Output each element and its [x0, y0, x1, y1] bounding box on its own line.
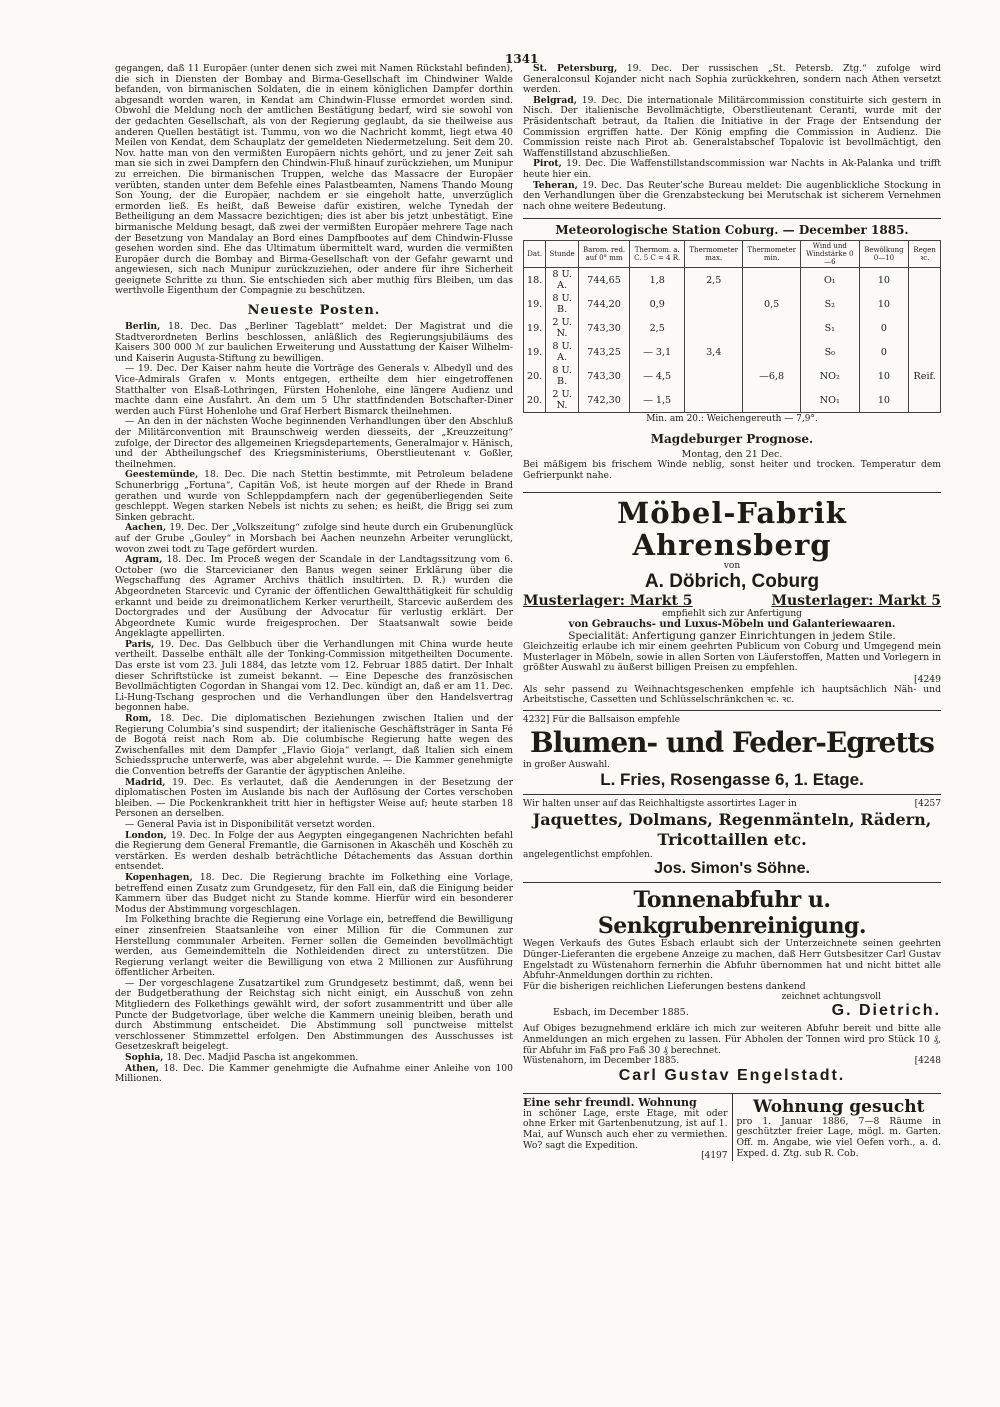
ad-tonnen-body2: Auf Obiges bezugnehmend erkläre ich mich zur weiteren Abfuhr bereit und bitte alle Anmeldungen an mich ergehen zu lassen. Für Abholen der Tonnen wird pro Stück 10 ₰, für Abfuhr im Faß pro Faß 30 ₰ berechnet. — [523, 1023, 941, 1056]
weather-cell: S₁ — [801, 316, 859, 340]
ad-moebel-line1: empfiehlt sich zur Anfertigung — [662, 608, 802, 619]
news-item-dateline: Sophia, — [125, 1052, 164, 1064]
news-item-text: 18. Dec. Die diplomatischen Beziehungen zwischen Italien und der Regierung Columbia’s sind suspendirt; der italienische Geschäftsträger in Santa Fé de Bogotá reist nach Rom ab. Die columbische Regierung hatte wegen des Zwischenfalles mit dem Dampfer „Flavio Gioja“ verlangt, daß Italien sich einem Schiedsspruche unterwerfe, was aber abgelehnt wurde. — Die Kammer genehmigte die Convention betreffs der Garantie der ägyptischen Anleihe. — [115, 713, 513, 777]
ad-simon-intro: Wir halten unser auf das Reichhaltigste assortirtes Lager in — [523, 799, 797, 810]
news-item — [115, 873, 513, 915]
news-item-text: 19. Dec. In Folge der aus Aegypten eingegangenen Nachrichten befahl die Regierung dem General Fremantle, die Garnisonen in Akaschëh und Koschëh zu verstärken. Es werden deshalb beträchtliche Détachements das Assuan dorthin entsendet. — [115, 829, 513, 873]
weather-cell: S₀ — [801, 340, 859, 364]
weather-cell — [685, 292, 743, 316]
news-item-dateline: Geestemünde, — [125, 469, 199, 481]
weather-cell: 19. — [524, 340, 546, 364]
weather-cell: — 1,5 — [630, 388, 685, 413]
ad-moebel-line3: Specialität: Anfertigung ganzer Einrichtungen in jedem Stile. — [568, 630, 896, 643]
news-item-text: 19. Dec. Das Reuter’sche Bureau meldet: Die augenblickliche Stockung in den Verhandlungen über die Grenzabsteckung bei Merutschak ist sicherem Vernehmen nach ohne weitere Bedeutung. — [523, 179, 941, 212]
weather-cell: 8 U. B. — [546, 364, 579, 388]
news-item-text: — 19. Dec. Der Kaiser nahm heute die Vorträge des Generals v. Albedyll und des Vice-Admirals Grafen v. Monts entgegen, ertheilte dem hier eingetroffenen Statthalter von Elsaß-Lothringen, Fürsten Hohenlohe, eine längere Audienz und machte dann eine Ausfahrt. An dem um 5 Uhr stattfindenden Botschafter-Diner werden auch Fürst Hohenlohe und Graf Herbert Bismarck theilnehmen. — [115, 363, 513, 417]
ad-fries-intro: Für die Ballsaison empfehle — [552, 715, 680, 726]
weather-cell — [685, 364, 743, 388]
ad-wohnung-1-num: [4197 — [701, 1151, 728, 1162]
news-item — [115, 979, 513, 1053]
ad-fries-sub: in großer Auswahl. — [523, 759, 611, 770]
ad-fries-title: Blumen- und Feder-Egretts — [530, 725, 934, 759]
weather-cell: —6,8 — [743, 364, 801, 388]
ad-moebel-von: von — [723, 560, 741, 571]
ad-tonnen-signer: G. Dietrich. — [831, 1002, 941, 1020]
right-column — [523, 64, 941, 1161]
news-item-dateline: London, — [125, 829, 167, 841]
ad-tonnen-num2: [4248 — [914, 1056, 941, 1067]
ad-wohnung-2-head: Wohnung gesucht — [753, 1096, 925, 1117]
news-item-dateline: Aachen, — [125, 522, 167, 534]
news-item-dateline: Madrid, — [125, 776, 166, 788]
ad-simon-firm: Jos. Simon's Söhne. — [654, 860, 810, 878]
ad-moebel-sample-right: Musterlager: Markt 5 — [771, 592, 941, 609]
news-item-text: 18. Dec. Die nach Stettin bestimmte, mit Petroleum beladene Schunerbrigg „Fortuna“, Capitän Voß, ist heute morgen auf der Rhede in Brand gerathen und wurde von Schleppdampfern nach der gegenüberliegenden Seite geschleppt. Wegen starken Nebels ist nichts zu sehen; es heißt, die Brigg sei zum Sinken gebracht. — [115, 469, 513, 523]
ad-fries — [523, 710, 941, 794]
weather-header-cell: Stunde — [546, 241, 579, 268]
news-item-dateline: Agram, — [125, 554, 163, 566]
weather-cell: 743,25 — [578, 340, 629, 364]
weather-cell — [909, 268, 941, 293]
weather-cell — [743, 388, 801, 413]
ad-tonnen-thanks: Für die bisherigen reichlichen Lieferungen bestens dankend — [523, 980, 806, 992]
weather-cell — [743, 268, 801, 293]
weather-header-cell: Barom. red. auf 0° mm — [578, 241, 629, 268]
weather-cell: 743,30 — [578, 364, 629, 388]
news-item-dateline: Berlin, — [125, 321, 161, 333]
news-item — [523, 159, 941, 180]
ad-simon-sub: angelegentlichst empfohlen. — [523, 849, 653, 860]
ad-tonnen-title: Tonnenabfuhr u. Senkgrubenreinigung. — [597, 887, 867, 940]
weather-cell: 0 — [859, 316, 909, 340]
ad-moebel-title: Möbel-Fabrik Ahrensberg — [617, 495, 847, 562]
weather-cell: 20. — [524, 364, 546, 388]
weather-cell — [685, 316, 743, 340]
news-item — [115, 555, 513, 640]
weather-cell: S₂ — [801, 292, 859, 316]
weather-cell: 10 — [859, 364, 909, 388]
weather-row — [524, 388, 941, 413]
weather-cell — [909, 292, 941, 316]
ad-tonnen-sign-pre: zeichnet achtungsvoll — [781, 992, 881, 1003]
weather-cell: 8 U. A. — [546, 268, 579, 293]
news-item-text: 19. Dec. Das Gelbbuch über die Verhandlungen mit China wurde heute vertheilt. Dasselbe enthält alle der Tonking-Commission mitgetheilten Documente. Das erste ist vom 23. Juli 1884, das letzte vom 12. Februar 1885 datirt. Der Inhalt dieser Schriftstücke ist zumeist bekannt. — Eine Depesche des französischen Bevollmächtigten Cogordan in Shangai vom 12. Dec. kündigt an, daß er am 11. Dec. Li-Hung-Tschang gesprochen und die Verhandlungen über den Handelsvertrag begonnen habe. — [115, 638, 514, 714]
weather-header-cell: Thermometer max. — [685, 241, 743, 268]
news-item — [115, 322, 513, 364]
weather-cell: 2,5 — [630, 316, 685, 340]
weather-cell: — 3,1 — [630, 340, 685, 364]
news-item-text: 19. Dec. Der „Volkszeitung“ zufolge sind heute durch ein Grubenunglück auf der Grube „Gouley“ in Morsbach bei Aachen neunzehn Arbeiter verunglückt, wovon zwei todt zu Tage gefördert wurden. — [115, 522, 514, 555]
weather-row — [524, 364, 941, 388]
weather-row — [524, 268, 941, 293]
weather-cell: 3,4 — [685, 340, 743, 364]
weather-cell: 10 — [859, 292, 909, 316]
weather-title: Meteorologische Station Coburg. — December 1885. — [555, 223, 909, 238]
news-item-dateline: St. Petersburg, — [533, 63, 618, 74]
weather-cell — [743, 316, 801, 340]
ad-tonnen — [523, 882, 941, 1088]
page-number: 1341 — [505, 52, 539, 66]
news-item — [115, 915, 513, 979]
news-item — [115, 1064, 513, 1085]
section-title: Neueste Posten. — [247, 303, 381, 319]
weather-cell — [743, 340, 801, 364]
right-articles — [523, 64, 941, 212]
weather-cell: 0,5 — [743, 292, 801, 316]
news-item-text: 19. Dec. Die internationale Militärcommission constituirte sich gestern in Nisch. Der italienische Bevollmächtigte, Oberstlieutenant Ceranti, wurde mit der Präsidentschaft betraut, da Italien die Initiative in der Frage der Entsendung der Commission ergriffen hatte. Der König empfing die Commission in Audienz. Die Commission reiste nach Pirot ab. Generalstabschef Topalovic ist bevollmächtigt, den Waffenstillstand abzuschließen. — [523, 94, 941, 159]
news-item-text: 19. Dec. Es verlautet, daß die Aenderungen in der Besetzung der diplomatischen Posten im Auslande bis nach der Auflösung der Cortes verschoben bleiben. — Die Pockenkrankheit tritt hier in heftigster Weise auf; heute starben 18 Personen an derselben. — [115, 776, 514, 820]
news-item — [523, 96, 941, 160]
ad-moebel-sample-left: Musterlager: Markt 5 — [523, 592, 693, 609]
ad-tonnen-place-date: Esbach, im December 1885. — [553, 1007, 689, 1019]
news-item-text: — Der vorgeschlagene Zusatzartikel zum Grundgesetz bestimmt, daß, wenn bei der Budgetberathung der Reichstag sich nicht einigt, ein Ausschuß von zehn Mitgliedern des Folkethings gewählt wird, der sofort zusammentritt und über alle Puncte der Budgetvorlage, über welche die Kammern uneinig bleiben, berath und durch Abstimmung entscheidet. Die Abstimmung soll punctweise mittelst verschlossener Stimmzettel erfolgen. Den Abstimmungen des Ausschusses ist Gesetzeskraft beigelegt. — [115, 977, 513, 1053]
ad-wohnung-1 — [523, 1094, 733, 1161]
ad-moebel — [523, 492, 941, 711]
weather-cell — [909, 388, 941, 413]
weather-cell: 0,9 — [630, 292, 685, 316]
news-item-dateline: Athen, — [125, 1062, 159, 1074]
news-item-text: 19. Dec. Die Waffenstillstandscommission war Nachts in Ak-Palanka und trifft heute hier ein. — [523, 158, 941, 180]
intro-paragraph: gegangen, daß 11 Europäer (unter denen sich zwei mit Namen Rückstahl befinden), die sich in Diensten der Bombay and Birma-Gesellschaft im Chindwiner Walde befanden, von birmanischen Soldaten, die in einem königlichen Dampfer dorthin abgesandt worden waren, in Kendat am Chindwin-Flusse ermordet worden sind. Obwohl die Meldung noch der amtlichen Bestätigung bedarf, wird sie sowohl von der gedachten Gesellschaft, als von der Regierung geglaubt, da sie theilweise aus anderen Quellen bestätigt ist. Tummu, von wo die Nachricht kommt, liegt etwa 40 Meilen von Kendat, dem Schauplatz der gemeldeten Niedermetzelung. Seit dem 20. Nov. hatte man von den vermißten Europäern nichts gehört, und zu jener Zeit sah man sie sich in zwei Dampfern den Chindwin-Fluß hinauf zurückziehen, um Munipur zu erreichen. Die birmanischen Truppen, welche das Massacre der Europäer verübten, standen unter dem Befehle eines Palastbeamten, Namens Thando Moung Son Young, der die Europäer, nachdem er sie eingeholt hatte, unverzüglich ermorden ließ. Es heißt, daß Beweise dafür existiren, welche Tynedah der Betheiligung an dem Massacre bezichtigen; dies ist aber bis jetzt unbestätigt. Eine birmanische Meldung besagt, daß zwei der vermißten Europäer mehrere Tage nach der Besetzung von Mandalay an Bord eines Dampfbootes auf dem Chindwin-Flusse gesehen worden sind. Ehe das Ultimatum übermittelt ward, wurden die vermißten Europäer durch die Bombay and Birma-Gesellschaft von der Gefahr gewarnt und angewiesen, sich nach Munipur zurückzuziehen, oder andere für ihre Sicherheit geeignete Schritte zu thun. Sie entschieden sich aber muthig fürs Bleiben, um das werthvolle Eigenthum der Compagnie zu beschützen. — [115, 63, 513, 297]
ad-wohnung-1-head: Eine sehr freundl. Wohnung — [523, 1095, 697, 1109]
weather-cell: 19. — [524, 316, 546, 340]
ad-simon-title: Jaquettes, Dolmans, Regenmänteln, Rädern, Tricottaillen etc. — [532, 809, 932, 849]
news-item-dateline: Kopenhagen, — [125, 871, 193, 883]
news-item — [523, 181, 941, 213]
weather-cell: 2 U. N. — [546, 388, 579, 413]
weather-cell: 18. — [524, 268, 546, 293]
news-item-text: 18. Dec. Das „Berliner Tageblatt“ meldet: Der Magistrat und die Stadtverordneten Berlins beschlossen, anläßlich des Regierungsjubiläums des Kaisers 300 000 ℳ zur baulichen Erweiterung und Ausstattung der Kaiser Wilhelm- und Kaiserin Augusta-Stiftung zu bewilligen. — [115, 321, 513, 364]
ad-wohnung-1-text: in schöner Lage, erste Etage, mit oder ohne Erker mit Gartenbenutzung, ist auf 1. Mai, auf Wunsch auch eher zu vermiethen. Wo? sagt die Expedition. — [523, 1107, 728, 1151]
ad-tonnen-place-date2: Wüstenahorn, im December 1885. — [523, 1056, 680, 1067]
forecast-date: Montag, den 21 Dec. — [681, 449, 783, 461]
news-item-dateline: Belgrad, — [533, 94, 577, 106]
news-item-dateline: Rom, — [125, 713, 152, 725]
weather-cell: 1,8 — [630, 268, 685, 293]
news-item-text: — General Pavia ist in Disponibilität versetzt worden. — [125, 818, 375, 830]
ad-moebel-firm: A. Döbrich, Coburg — [644, 570, 820, 592]
ad-wohnung-2 — [733, 1094, 942, 1161]
weather-min-note: Min. am 20.: Weichengereuth — 7,9°. — [646, 414, 818, 425]
news-item — [115, 831, 513, 873]
weather-header-cell: Bewölkung 0—10 — [859, 241, 909, 268]
weather-cell: 8 U. A. — [546, 340, 579, 364]
weather-cell: 10 — [859, 268, 909, 293]
weather-cell: 744,65 — [578, 268, 629, 293]
ad-tonnen-body: Wegen Verkaufs des Gutes Esbach erlaubt sich der Unterzeichnete seinen geehrten Dünger-Lieferanten die ergebene Anzeige zu machen, daß Herr Gutsbesitzer Carl Gustav Engelstadt zu Wüstenahorn fernerhin die Abfuhr übernommen hat und nicht bittet alle Abfuhr-Anmeldungen dorthin zu richten. — [523, 938, 941, 982]
weather-cell: NO₂ — [801, 364, 859, 388]
ad-tonnen-signer2: Carl Gustav Engelstadt. — [618, 1066, 846, 1084]
weather-cell: Reif. — [909, 364, 941, 388]
weather-row — [524, 316, 941, 340]
weather-cell — [685, 388, 743, 413]
news-item-text: 18. Dec. Die Regierung brachte im Folkething eine Vorlage, betreffend einen Zusatz zum Grundgesetz, für den Fall ein, daß die Einigung beider Kammern über das Budget nicht zu Stande komme. Hierfür wird ein besonderer Modus der Abstimmung vorgeschlagen. — [115, 871, 514, 915]
news-item — [115, 523, 513, 555]
ad-moebel-line2: von Gebrauchs- und Luxus-Möbeln und Galanteriewaaren. — [568, 619, 896, 631]
news-item-text: 18. Dec. Madjid Pascha ist angekommen. — [166, 1052, 359, 1064]
ad-simon-num: [4257 — [914, 799, 941, 810]
weather-cell: O₁ — [801, 268, 859, 293]
ad-simon — [523, 794, 941, 882]
left-articles — [115, 322, 513, 1085]
ad-moebel-body2: Als sehr passend zu Weihnachtsgeschenken empfehle ich hauptsächlich Näh- und Arbeitstische, Cassetten und Schlüsselschränkchen ꝛc. ꝛc. — [523, 683, 941, 706]
weather-cell: 8 U. B. — [546, 292, 579, 316]
weather-cell: 744,20 — [578, 292, 629, 316]
news-item-dateline: Teheran, — [533, 179, 578, 191]
news-item — [115, 417, 513, 470]
weather-cell: — 4,5 — [630, 364, 685, 388]
weather-row — [524, 292, 941, 316]
left-column — [115, 64, 513, 1085]
weather-header-cell: Regen ꝛc. — [909, 241, 941, 268]
weather-cell: 2 U. N. — [546, 316, 579, 340]
bottom-ads — [523, 1093, 941, 1161]
forecast-title: Magdeburger Prognose. — [650, 432, 814, 447]
weather-cell: 743,30 — [578, 316, 629, 340]
news-item — [115, 470, 513, 523]
weather-table — [523, 240, 941, 413]
news-item — [115, 714, 513, 778]
weather-header-cell: Thermom. a. C. 5 C = 4 R. — [630, 241, 685, 268]
news-item — [523, 64, 941, 96]
news-item — [115, 640, 513, 714]
ad-fries-num: 4232] — [523, 715, 550, 726]
weather-header-cell: Wind und Windstärke 0—6 — [801, 241, 859, 268]
weather-cell — [909, 316, 941, 340]
weather-cell: 2,5 — [685, 268, 743, 293]
ad-moebel-num: [4249 — [914, 673, 941, 685]
weather-cell — [909, 340, 941, 364]
weather-cell: 20. — [524, 388, 546, 413]
divider — [523, 218, 941, 219]
weather-cell: 0 — [859, 340, 909, 364]
ad-wohnung-2-text: pro 1. Januar 1886, 7—8 Räume in geschützter freier Lage, mögl. m. Garten. Off. m. Angabe, wie viel Oefen vorh., a. d. Exped. d. Ztg. sub R. Cob. — [736, 1115, 941, 1159]
news-item-text: Im Folkething brachte die Regierung eine Vorlage ein, betreffend die Bewilligung einer zinsenfreien Staatsanleihe von einer Million für die Communen zur Herstellung communaler Arbeiten. Ferner sollen die Gemeinden bevollmächtigt werden, aus Gemeindemitteln die Nothleidenden direct zu unterstützen. Die Regierung verlangt weiter die Bewilligung von etwa 2 Millionen zur Ausführung öffentlicher Arbeiten. — [115, 914, 513, 979]
weather-cell: 10 — [859, 388, 909, 413]
weather-header-cell: Dat. — [524, 241, 546, 268]
news-item — [115, 364, 513, 417]
news-item-text: — An den in der nächsten Woche beginnenden Verhandlungen über den Abschluß der Militärconvention mit Braunschweig werden diesseits, der „Kreuzzeitung“ zufolge, der Director des allgemeinen Kriegsdepartements, Generalmajor v. Hänisch, und der Abtheilungschef des Kriegsministeriums, Oberstlieutenant v. Goßler, theilnehmen. — [115, 416, 513, 470]
news-item — [115, 778, 513, 820]
forecast-text: Bei mäßigem bis frischem Winde neblig, sonst heiter und trocken. Temperatur dem Gefrierpunkt nahe. — [523, 459, 941, 481]
news-item-text: 18. Dec. Im Proceß wegen der Scandale in der Landtagssitzung vom 6. October (wo die Starcevicianer den Banus wegen seiner Erklärung über die Wegschaffung des Agramer Archivs thätlich insultirten. D. R.) wurden die Abgeordneten Starcevic und Cyranic der öffentlichen Gewaltthätigkeit für schuldig erkannt und beide zu dreimonatlichem Kerker verurtheilt, Starcevic außerdem des Doctorgrades und der Ausübung der Advocatur für verlustig erklärt. Der Abgeordnete Kumic wurde freigesprochen. Der Staatsanwalt sowie beide Angeklagte appellirten. — [115, 554, 513, 640]
ad-fries-firm: L. Fries, Rosengasse 6, 1. Etage. — [600, 770, 864, 790]
weather-cell: 19. — [524, 292, 546, 316]
weather-cell: 742,30 — [578, 388, 629, 413]
weather-cell: NO₁ — [801, 388, 859, 413]
news-item-text: 19. Dec. Der russischen „St. Petersb. Ztg.“ zufolge wird Generalconsul Kojander nicht nach Sophia zurückkehren, sondern nach Athen versetzt werden. — [523, 63, 942, 96]
weather-row — [524, 340, 941, 364]
weather-header-cell: Thermometer min. — [743, 241, 801, 268]
ad-moebel-body: Gleichzeitig erlaube ich mir einem geehrten Publicum von Coburg und Umgegend mein Musterlager in Möbeln, sowie in allen Sorten von Läuferstoffen, Matten und Vorlegern in größter Auswahl zu äußerst billigen Preisen zu empfehlen. — [523, 641, 941, 674]
news-item-dateline: Pirot, — [533, 158, 562, 170]
news-item-text: 18. Dec. Die Kammer genehmigte die Aufnahme einer Anleihe von 100 Millionen. — [115, 1062, 513, 1085]
news-item-dateline: Paris, — [125, 638, 155, 650]
